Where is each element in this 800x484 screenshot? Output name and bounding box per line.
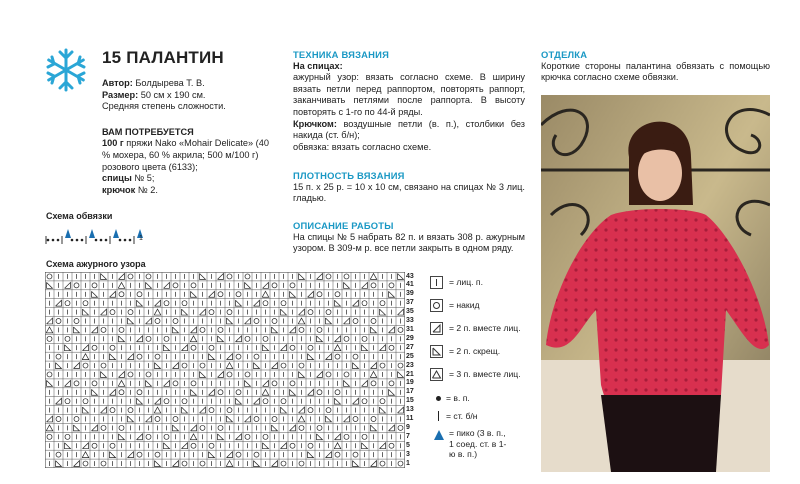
materials-heading: ВАМ ПОТРЕБУЕТСЯ (102, 126, 194, 137)
technique-section (293, 49, 525, 153)
technique-needles-sub: На спицах: (293, 60, 343, 71)
legend-item-yarn-over: = накид (430, 296, 540, 314)
materials-yarn: 100 г пряжи Nako «Mohair Delicate» (40 % мохера, 60 % акрила; 500 м/100 г) розового цвета (6133); (102, 138, 269, 172)
row-number: 39 (406, 290, 414, 298)
row-number: 15 (406, 397, 414, 405)
row-number: 9 (406, 423, 410, 431)
ssk-icon (430, 345, 443, 358)
technique-hook: Крючком: воздушные петли (в. п.), столбики без накида (ст. б/н); (293, 118, 525, 141)
yarn-over-icon (430, 299, 443, 312)
edging-chart-label: Схема обвязки (46, 211, 113, 221)
k2tog-icon (430, 322, 443, 335)
picot-icon (433, 429, 445, 441)
row-number: 31 (406, 325, 414, 333)
density-section (293, 170, 525, 205)
row-number: 33 (406, 317, 414, 325)
density-text: 15 п. х 25 р. = 10 х 10 см, связано на спицах № 3 лиц. гладью. (293, 181, 525, 204)
legend-item-ssk: = 2 п. скрещ. (430, 342, 540, 360)
single-crochet-icon (438, 411, 439, 421)
row-number: 37 (406, 299, 414, 307)
page-title: 15 ПАЛАНТИН (102, 48, 224, 67)
density-heading: ПЛОТНОСТЬ ВЯЗАНИЯ (293, 170, 405, 181)
row-number: 3 (406, 450, 410, 458)
lace-chart-row-numbers (406, 272, 420, 468)
row-number: 27 (406, 343, 414, 351)
row-number: 5 (406, 441, 410, 449)
technique-needles-text: ажурный узор: вязать согласно схеме. В ширину вязать петли перед раппортом, повторять раппорт, заканчивать петлями после раппорта. В высоту повторять с 1-го по 44-й ряды. (293, 72, 525, 117)
chain-stitch-icon (436, 396, 441, 401)
legend-item-k3tog: = 3 п. вместе лиц. (430, 365, 540, 383)
finishing-text: Короткие стороны палантина обвязать с помощью крючка согласно схеме обвязки. (541, 60, 770, 83)
legend-item-knit: = лиц. п. (430, 273, 540, 291)
technique-heading: ТЕХНИКА ВЯЗАНИЯ (293, 49, 390, 60)
row-number: 41 (406, 281, 414, 289)
model-photo (541, 95, 770, 472)
knit-stitch-icon (430, 276, 443, 289)
row-number: 13 (406, 406, 414, 414)
row-number: 19 (406, 379, 414, 387)
work-heading: ОПИСАНИЕ РАБОТЫ (293, 220, 394, 231)
snowflake-icon (44, 48, 88, 92)
materials-needles: спицы № 5; (102, 173, 155, 184)
edging-chart (44, 224, 154, 250)
finishing-heading: ОТДЕЛКА (541, 49, 588, 60)
row-number: 35 (406, 308, 414, 316)
row-number: 1 (406, 459, 410, 467)
work-section (293, 220, 525, 255)
lace-chart-grid (45, 272, 405, 468)
author-line: Автор: Болдырева Т. В. (102, 78, 205, 88)
finishing-section (541, 49, 770, 84)
pattern-info (102, 78, 272, 196)
work-text: На спицы № 5 набрать 82 п. и вязать 308 р. ажурным узором. В 309-м р. все петли закрыть в одном ряду. (293, 231, 525, 254)
row-number: 17 (406, 388, 414, 396)
legend-item-chain: = в. п. (430, 389, 540, 407)
legend-item-sc: = ст. б/н (430, 407, 540, 425)
k3tog-icon (430, 368, 443, 381)
lace-chart-label: Схема ажурного узора (46, 259, 146, 269)
difficulty-line: Средняя степень сложности. (102, 101, 226, 112)
legend-item-k2tog: = 2 п. вместе лиц. (430, 319, 540, 337)
row-number: 11 (406, 415, 414, 423)
row-number: 25 (406, 352, 414, 360)
row-number: 43 (406, 272, 414, 280)
edging-row-number: 1 (139, 235, 143, 242)
size-line: Размер: 50 см х 190 см. (102, 89, 206, 100)
legend-item-picot: = пико (3 в. п., 1 соед. ст. в 1-ю в. п.) (430, 428, 540, 460)
row-number: 7 (406, 432, 410, 440)
legend (430, 272, 540, 460)
materials-hook: крючок № 2. (102, 184, 158, 195)
row-number: 21 (406, 370, 414, 378)
row-number: 29 (406, 334, 414, 342)
technique-edging: обвязка: вязать согласно схеме. (293, 141, 432, 152)
row-number: 23 (406, 361, 414, 369)
